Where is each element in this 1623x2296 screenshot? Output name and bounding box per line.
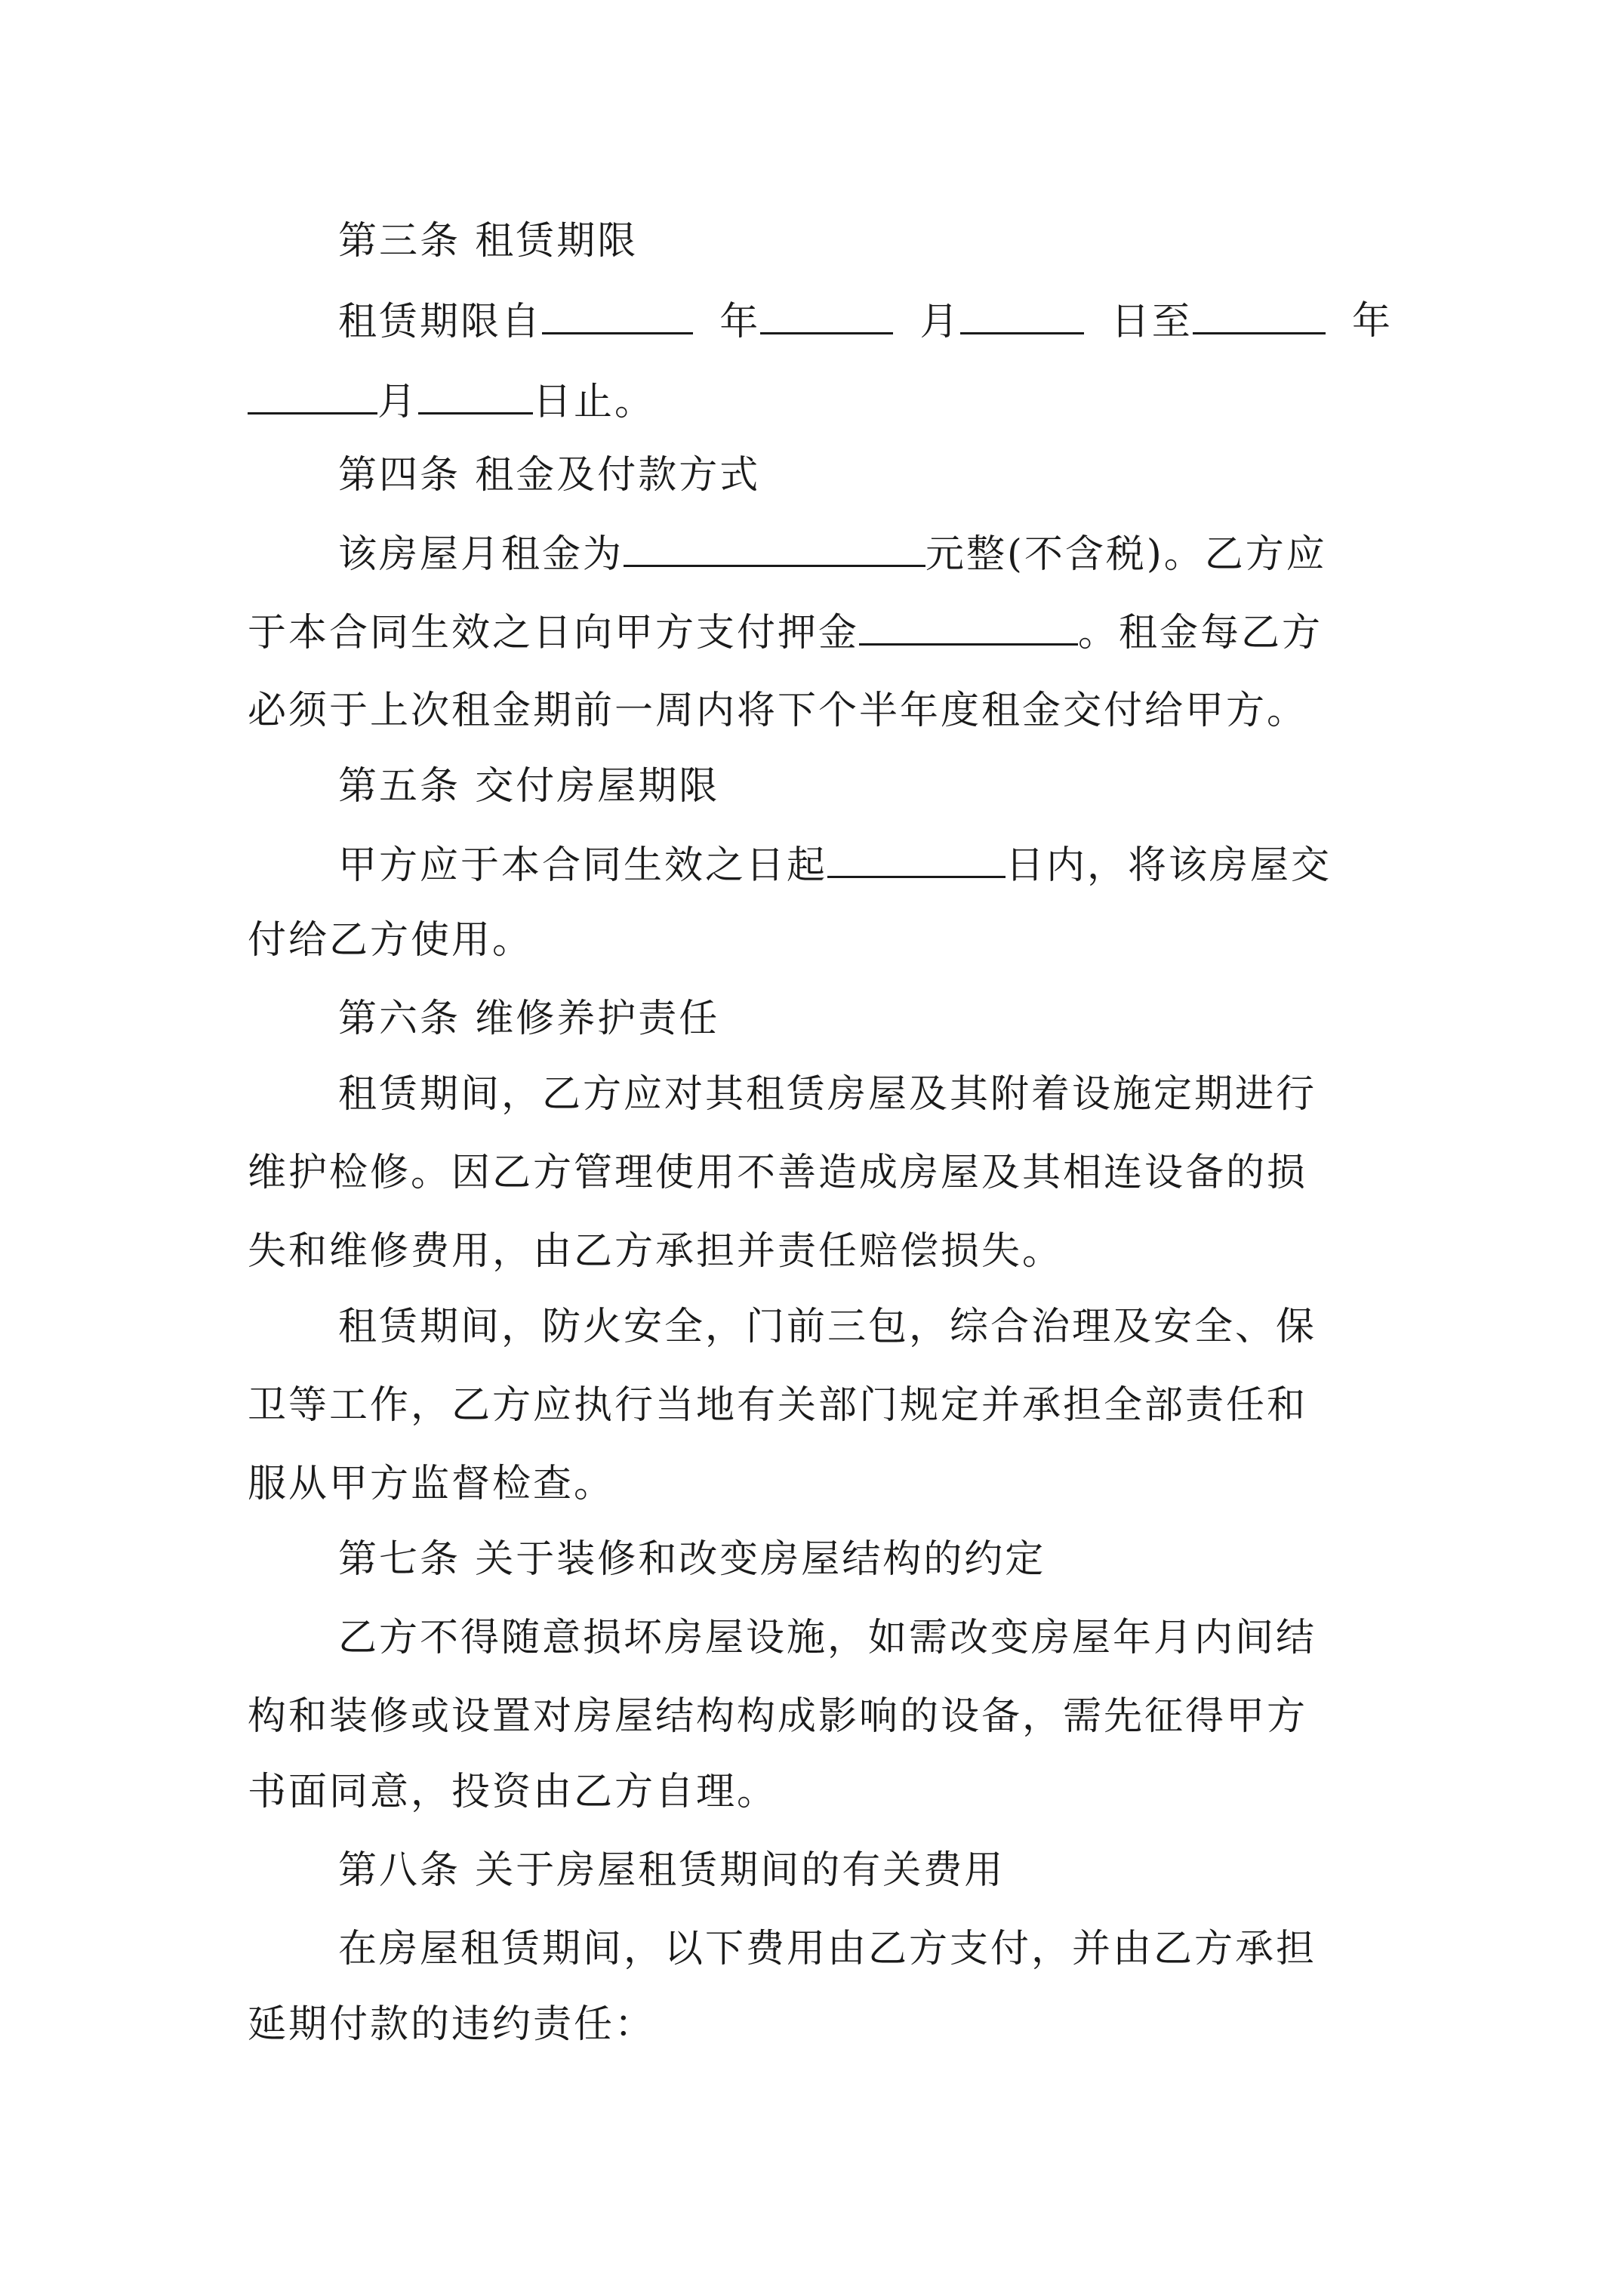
article-8-line-2: 延期付款的违约责任： (248, 2002, 656, 2047)
article-6-p2-line-3: 服从甲方监督检查。 (248, 1462, 615, 1506)
text-segment: 租赁期限自 (338, 300, 543, 344)
article-7-heading: 第七条 关于装修和改变房屋结构的约定 (338, 1537, 1046, 1582)
article-6-p2-line-1: 租赁期间，防火安全，门前三包，综合治理及安全、保 (338, 1305, 1317, 1349)
blank-start-month[interactable] (760, 299, 893, 334)
blank-end-day[interactable] (418, 379, 533, 415)
article-7-line-2: 构和装修或设置对房屋结构构成影响的设备，需先征得甲方 (248, 1694, 1308, 1739)
text-segment: 日内，将该房屋交 (1006, 843, 1332, 888)
blank-end-year[interactable] (1193, 299, 1326, 334)
text-segment: 日止。 (533, 380, 656, 424)
article-6-p1-line-1: 租赁期间，乙方应对其租赁房屋及其附着设施定期进行 (338, 1072, 1317, 1117)
article-4-heading: 第四条 租金及付款方式 (338, 453, 761, 498)
article-3-line-1 (0, 299, 1623, 345)
article-5-line-2: 付给乙方使用。 (248, 918, 534, 963)
article-6-p1-line-3: 失和维修费用，由乙方承担并责任赔偿损失。 (248, 1229, 1064, 1274)
article-6-p1-line-2: 维护检修。因乙方管理使用不善造成房屋及其相连设备的损 (248, 1151, 1308, 1195)
article-6-heading: 第六条 维修养护责任 (338, 997, 720, 1041)
blank-end-month[interactable] (248, 379, 377, 415)
text-segment: 甲方应于本合同生效之日起 (338, 843, 828, 888)
text-segment: 元整(不含税)。乙方应 (925, 532, 1327, 577)
text-segment: 月 (919, 300, 961, 344)
blank-start-day[interactable] (960, 299, 1084, 334)
blank-start-year[interactable] (542, 299, 693, 334)
text-segment: 年 (1351, 299, 1393, 344)
blank-delivery-days[interactable] (827, 843, 1006, 878)
article-5-line-1 (0, 843, 1623, 889)
text-segment: 月 (377, 380, 419, 424)
text-segment: 。租金每乙方 (1078, 611, 1323, 655)
article-4-line-2 (0, 610, 1623, 656)
article-3-line-2 (0, 379, 1623, 425)
article-8-line-1: 在房屋租赁期间，以下费用由乙方支付，并由乙方承担 (338, 1927, 1317, 1971)
article-4-line-3: 必须于上次租金期前一周内将下个半年度租金交付给甲方。 (248, 689, 1308, 733)
blank-monthly-rent[interactable] (624, 532, 925, 567)
blank-deposit[interactable] (859, 610, 1078, 646)
article-5-heading: 第五条 交付房屋期限 (338, 764, 720, 809)
text-segment: 该房屋月租金为 (338, 532, 624, 577)
article-6-p2-line-2: 卫等工作，乙方应执行当地有关部门规定并承担全部责任和 (248, 1383, 1308, 1428)
text-segment: 于本合同生效之日向甲方支付押金 (248, 611, 860, 655)
article-3-heading: 第三条 租赁期限 (338, 219, 639, 264)
text-segment: 日至 (1110, 300, 1193, 344)
article-8-heading: 第八条 关于房屋租赁期间的有关费用 (338, 1848, 1006, 1893)
article-4-line-1 (0, 532, 1623, 578)
article-7-line-3: 书面同意，投资由乙方自理。 (248, 1770, 778, 1814)
article-7-line-1: 乙方不得随意损坏房屋设施，如需改变房屋年月内间结 (338, 1616, 1317, 1660)
text-segment: 年 (719, 300, 761, 344)
